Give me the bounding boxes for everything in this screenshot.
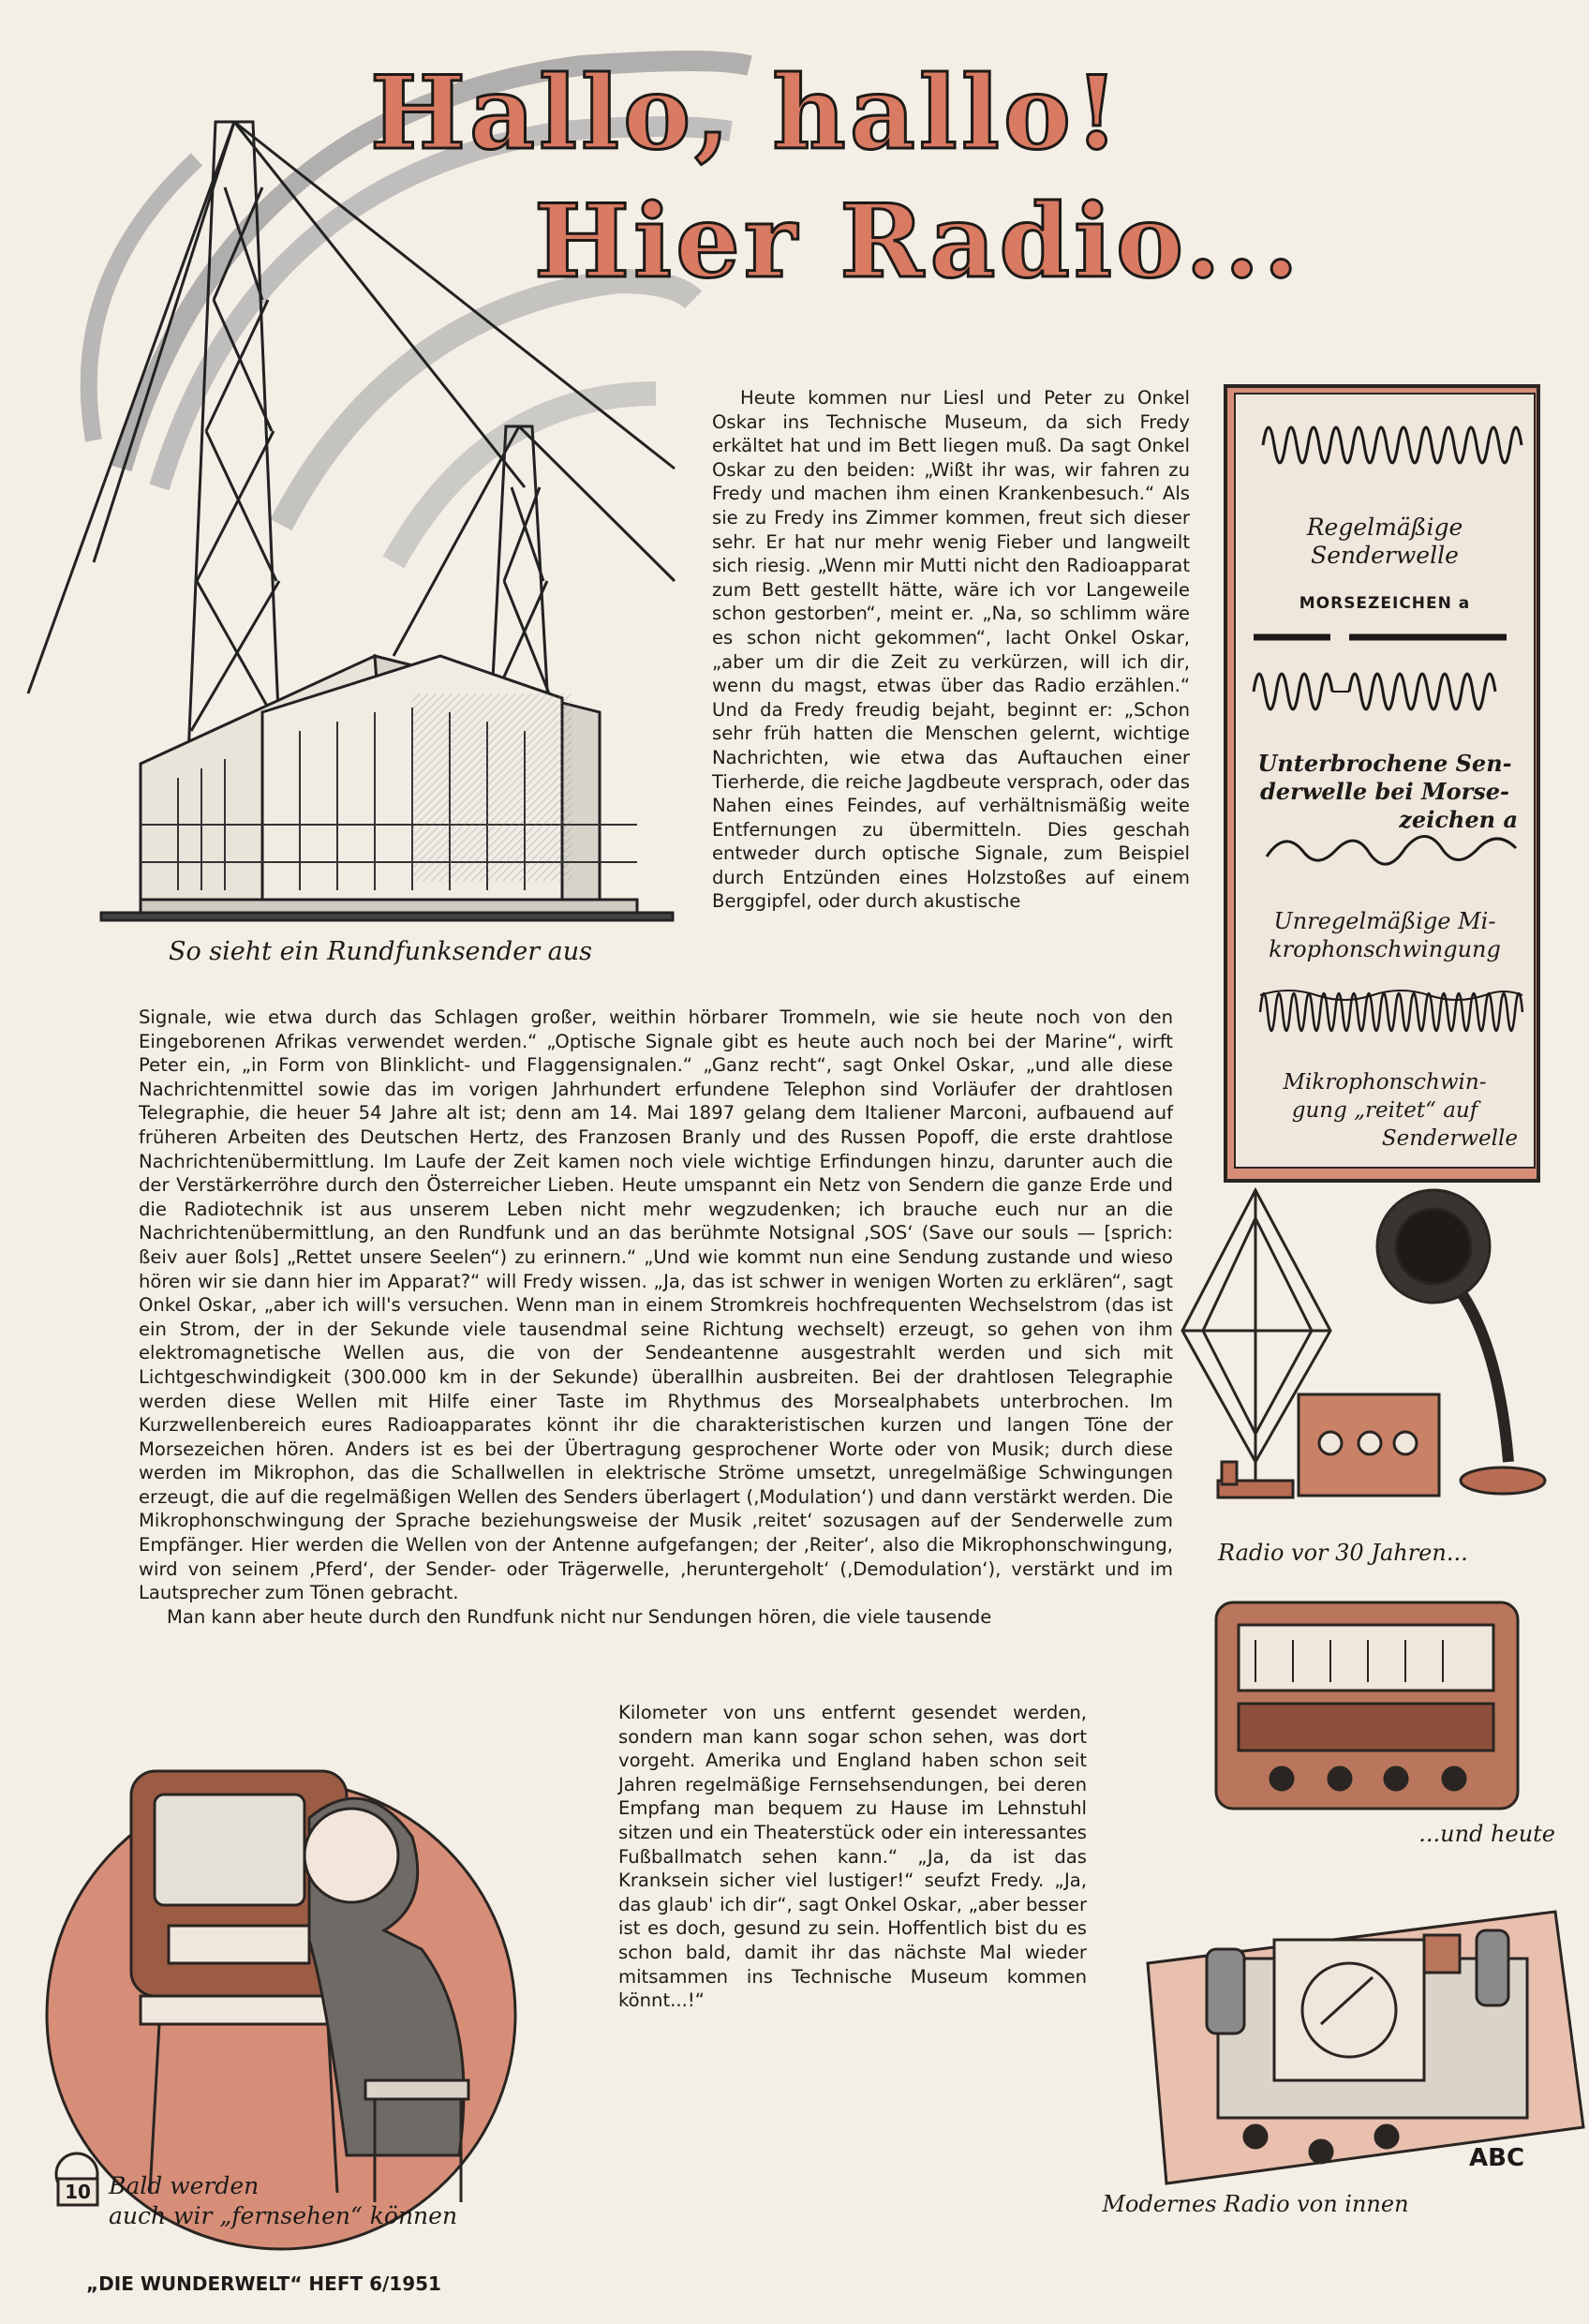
- wave-label-modulated: Mikrophonschwin- gung „reitet“ auf Senderwelle: [1283, 1070, 1518, 1151]
- caption-transmitter: So sieht ein Rundfunksender aus: [168, 937, 593, 966]
- article-column-bottom: [618, 1701, 1087, 2013]
- wave-label-interrupted: Unterbrochene Sen- derwelle bei Morse- zeichen a: [1257, 750, 1518, 833]
- wave-label-regular: Regelmäßige Senderwelle: [1306, 514, 1463, 569]
- magazine-footer: „DIE WUNDERWELT“ HEFT 6/1951: [86, 2272, 441, 2295]
- article-paragraph: Heute kommen nur Liesl und Peter zu Onkel Oskar ins Technische Museum, da sich Fredy erkältet hat und im Bett liegen muß. Da sagt Onkel Oskar zu den beiden: „Wißt ihr was, wir fahren zu Fredy und machen ihm einen Krankenbesuch.“ Als sie zu Fredy ins Zimmer kommen, freut sich dieser sehr. Er hat nur mehr wenig Fieber und langweilt sich riesig. „Wenn mir Mutti nicht den Radioapparat zum Bett gestellt hätte, wäre ich vor Langeweile schon gestorben“, meint er. „Na, so schlimm wäre es schon nicht gekommen“, lacht Onkel Oskar, „aber um dir die Zeit zu verkürzen, will ich dir, wenn du magst, etwas über das Radio erzählen.“ Und da Fredy freudig bejaht, beginnt er: „Schon sehr früh hatten die Menschen gelernt, wichtige Nachrichten, wie etwa das Auftauchen einer Tierherde, die reiche Jagdbeute versprach, oder das Nahen eines Feindes, auf verhältnismäßig weite Entfernungen zu übermitteln. Dies geschah entweder durch optische Signale, zum Beispiel durch Entzünden eines Holzstoßes auf einem Berggipfel, oder durch akustische: [712, 387, 1190, 913]
- broadcast-building: [101, 656, 673, 920]
- article-column-right-top: [712, 386, 1190, 914]
- article-paragraph: Kilometer von uns entfernt gesendet werden, sondern man kann sogar schon sehen, was dort vorgeht. Amerika und England haben schon seit Jahren regelmäßige Fernsehsendungen, bei deren Empfang man bequem zu Hause im Lehnstuhl sitzen und ein Theaterstück oder ein interessantes Fußballmatch sehen kann.“ „Ja, da ist das Kranksein sicher viel lustiger!“ seufzt Fredy. „Ja, das glaub' ich dir“, sagt Onkel Oskar, „aber besser ist es doch, gesund zu sein. Hoffentlich bist du es schon bald, damit ihr das nächste Mal wieder mitsammen ins Technische Museum kommen könnt...!“: [618, 1702, 1087, 2012]
- article-wide-block: [139, 1006, 1173, 1629]
- abc-signature: ABC: [1469, 2144, 1525, 2172]
- wave-label-irregular: Unregelmäßige Mi- krophonschwingung: [1269, 908, 1501, 962]
- page-number: 10: [65, 2181, 91, 2203]
- morse-label: MORSEZEICHEN a: [1299, 594, 1471, 613]
- article-paragraph: Man kann aber heute durch den Rundfunk nicht nur Sendungen hören, die viele tausende: [167, 1605, 992, 1628]
- caption-television: Bald werden auch wir „fernsehen“ können: [109, 2172, 458, 2229]
- caption-radio-interior: Modernes Radio von innen: [1102, 2191, 1409, 2217]
- caption-radio-today: ...und heute: [1418, 1821, 1555, 1847]
- page-title-line1: Hallo, hallo!: [370, 54, 1123, 172]
- radio-interior-illustration: [1148, 1912, 1583, 2183]
- old-radio-illustration: [1182, 1190, 1545, 1497]
- caption-radio-30-years: Radio vor 30 Jahren...: [1218, 1540, 1468, 1566]
- page-title-line2: Hier Radio...: [534, 183, 1302, 301]
- modern-radio-illustration: [1216, 1602, 1518, 1809]
- article-paragraph: Signale, wie etwa durch das Schlagen großer, weithin hörbarer Trommeln, wie sie heute noch von den Eingeborenen Afrikas verwendet werden.“ „Optische Signale gibt es heute auch noch bei der Marine“, wirft Peter ein, „in Form von Blinklicht- und Flaggensignalen.“ „Ganz recht“, sagt Onkel Oskar, „und alle diese Nachrichtenmittel sowie das im vorigen Jahrhundert erfundene Telephon sind Vorläufer der drahtlosen Telegraphie, die heuer 54 Jahre alt ist; denn am 14. Mai 1897 gelang dem Italiener Marconi, aufbauend auf früheren Arbeiten des Deutschen Hertz, des Franzosen Branly und des Russen Popoff, die erste drahtlose Nachrichtenübermittlung. Im Laufe der Zeit kamen noch viele wichtige Erfindungen hinzu, darunter auch die der Verstärkerröhre durch den Österreicher Lieben. Heute umspannt ein Netz von Sendern die ganze Erde und die Radiotechnik ist aus unserem Leben nicht mehr wegzudenken; ich brauche euch nur an die Nachrichtenübermittlung, an den Rundfunk und an das berühmte Notsignal ‚SOS‘ (Save our souls — [sprich: ßeiv auer ßols] „Rettet unsere Seelen“) zu erinnern.“ „Und wie kommt nun eine Sendung zustande und wieso hören wir sie dann hier im Apparat?“ will Fredy wissen. „Ja, das ist schwer in wenigen Worten zu erklären“, sagt Onkel Oskar, „aber ich will's versuchen. Wenn man in einem Stromkreis hochfrequenten Wechselstrom (das ist ein Strom, der in der Sekunde viele tausendmal seine Richtung wechselt) erzeugt, so gehen von ihm elektromagnetische Wellen aus, die von der Sendeantenne ausgestrahlt werden und sich mit Lichtgeschwindigkeit (300.000 km in der Sekunde) überallhin ausbreiten. Bei der drahtlosen Telegraphie werden diese Wellen mit Hilfe einer Taste im Rhythmus des Morsealphabets unterbrochen. Im Kurzwellenbereich eures Radioapparates könnt ihr die charakteristischen kurzen und langen Töne der Morsezeichen hören. Anders ist es bei der Übertragung gesprochener Worte oder von Musik; durch diese werden im Mikrophon, das die Schallwellen in elektrische Ströme umsetzt, unregelmäßige Schwingungen erzeugt, die auf die regelmäßigen Wellen des Senders überlagert (‚Modulation‘) und dann verstärkt werden. Die Mikrophonschwingung der Sprache beziehungsweise der Musik ‚reitet‘ sozusagen auf der Senderwelle zum Empfänger. Hier werden die Wellen von der Antenne aufgefangen; der ‚Reiter‘, also die Mikrophonschwingung, wird von seinem ‚Pferd‘, der Sender- oder Trägerwelle, ‚heruntergeholt‘ (‚Demodulation‘), verstärkt und im Lautsprecher zum Tönen gebracht.: [139, 1006, 1173, 1604]
